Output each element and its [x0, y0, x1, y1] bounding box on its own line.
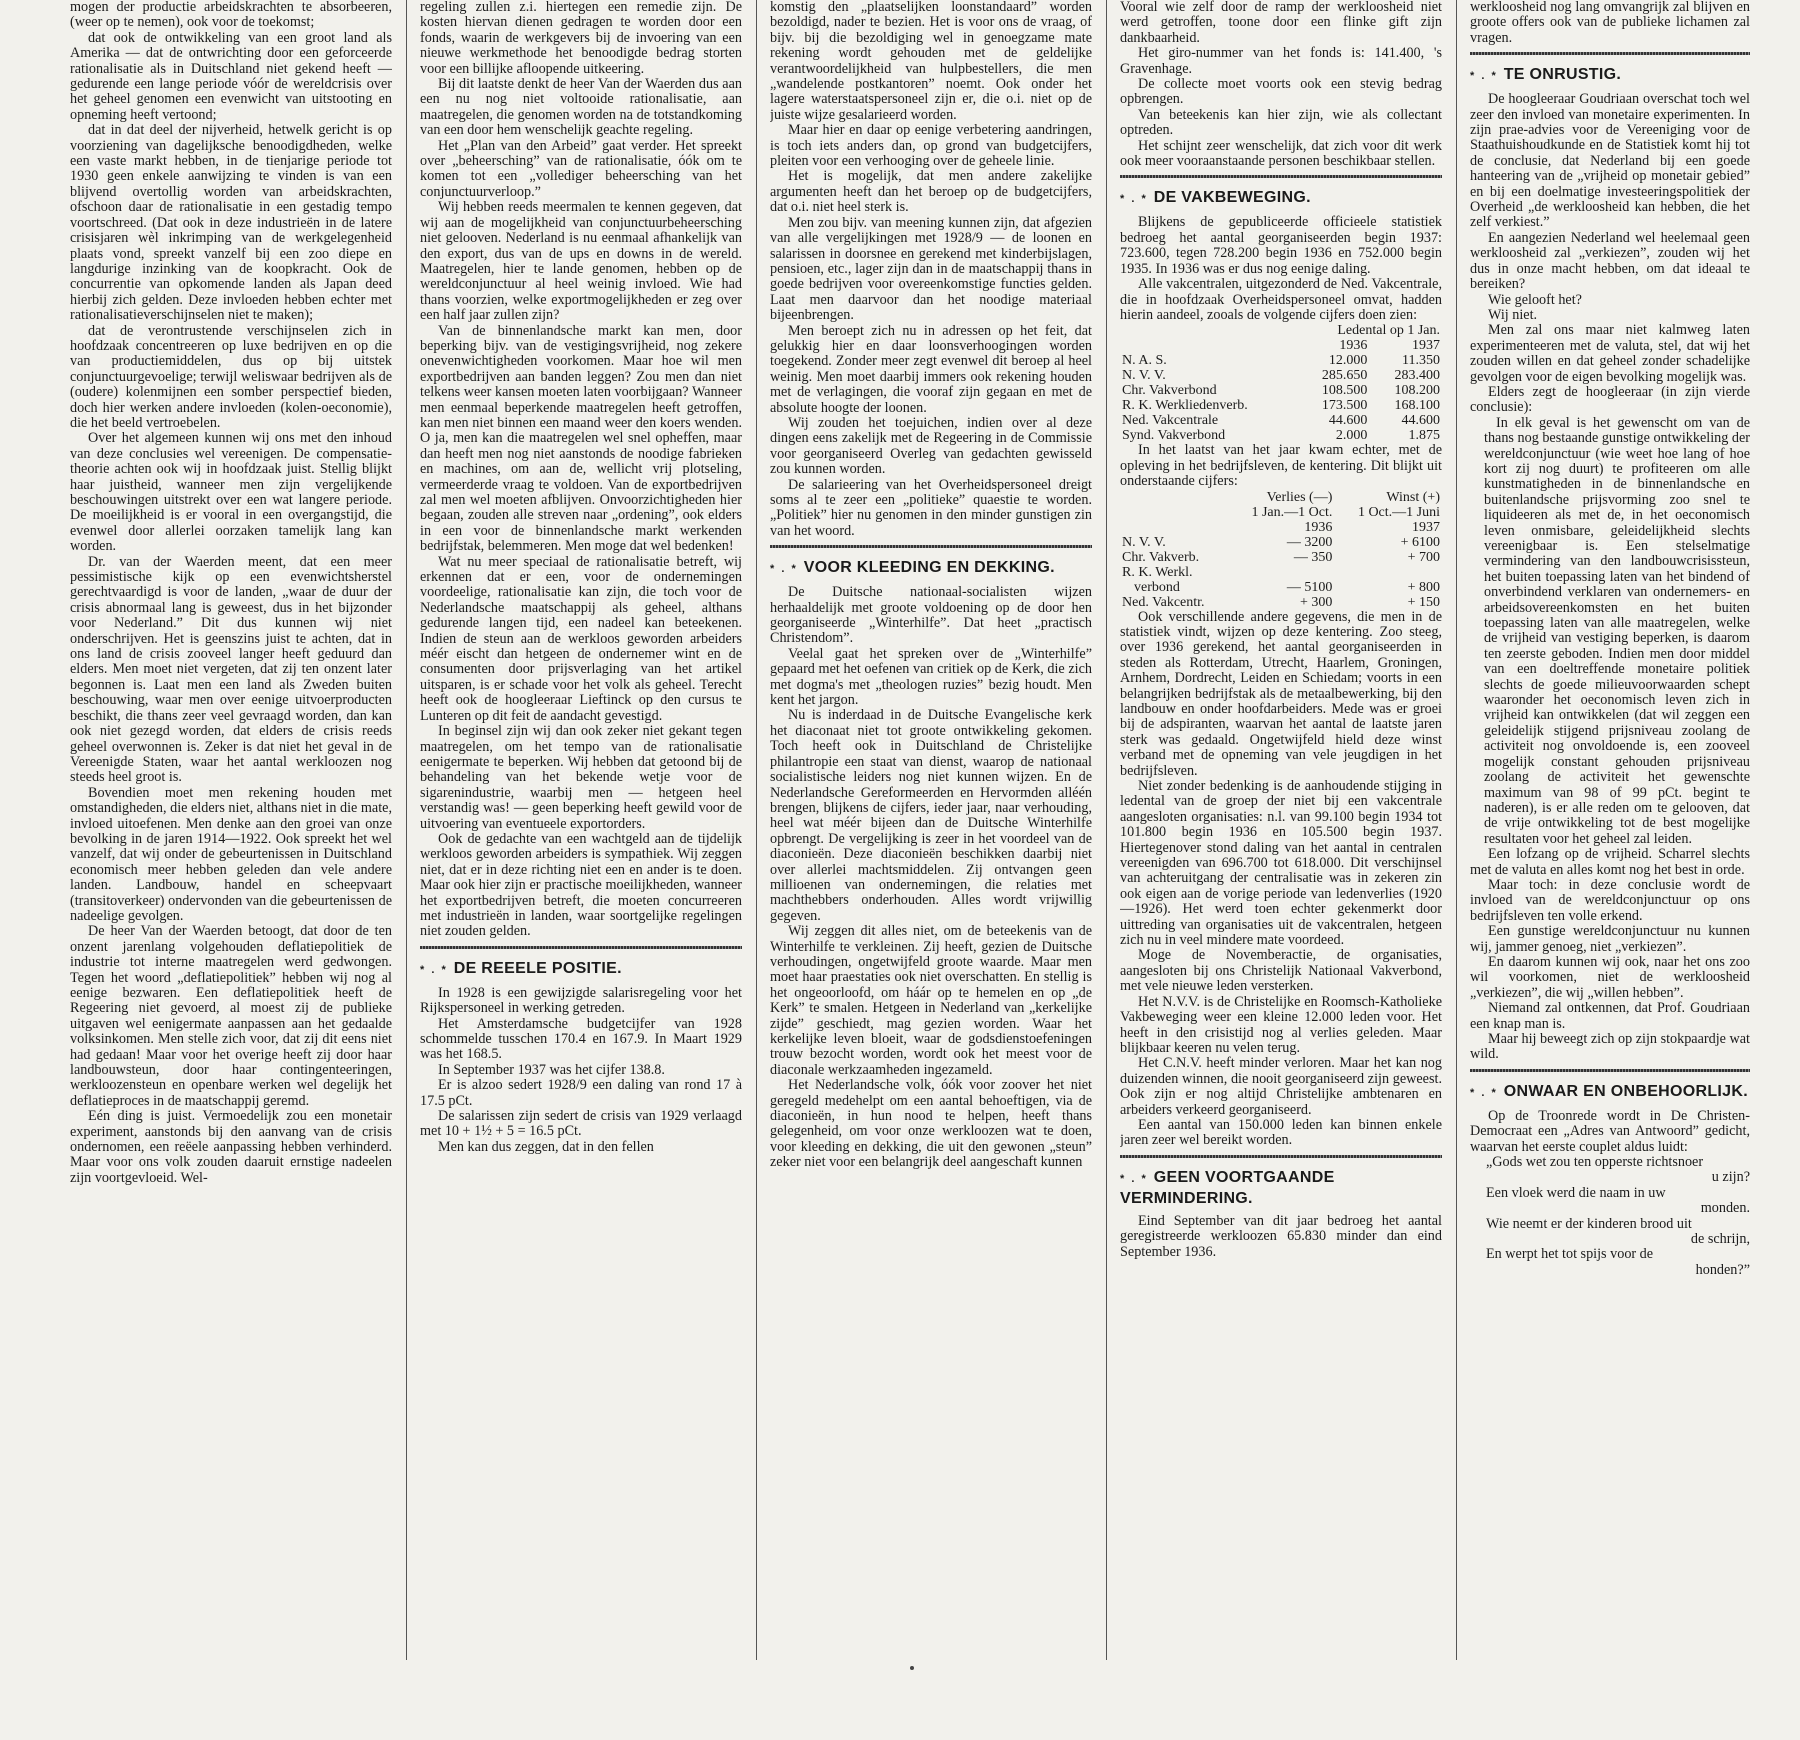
paragraph: Dr. van der Waerden meent, dat een meer pessimistische kijk op een evenwichtsherstel gerechtvaardigd is voor de landen, „waar de duur der crisis abnormaal lang is geweest, dus in het bijzonder voor Nederland.” Dit dus kunnen wij niet onderschrijven. Het is geenszins juist te achten, dat in ons land de crisis zooveel langer heeft geduurd dan elders. Men moet niet vergeten, dat zij ten onzent later begonnen is. Laat men een land als Zweden buiten beschouwing, waar men over eenige uitvoerproducten beschikt, die thans zeer veel gevraagd worden, dan kan ook niet gezegd worden, dat elders de crisis reeds geheel overwonnen is. Zeker is dat niet het geval in de Vereenigde Staten, waar het aantal werkloozen nog steeds heel groot is.: [70, 553, 392, 786]
paragraph: Vooral wie zelf door de ramp der werkloosheid niet werd getroffen, toone door een flinke gift zijn dankbaarheid.: [1120, 0, 1442, 46]
paragraph: Bij dit laatste denkt de heer Van der Waerden dus aan een nu nog niet voltooide rationalisatie, aan maatregelen, die genomen worden na de totstandkoming van een door hem wenschelijk geachte regeling.: [420, 76, 742, 139]
paragraph: Het is mogelijk, dat men andere zakelijke argumenten heeft dan het beroep op de budgetcijfers, dat o.i. niet heel sterk is.: [770, 168, 1092, 216]
table-header: 1 Oct.—1 Juni: [1357, 504, 1440, 520]
paragraph: Het schijnt zeer wenschelijk, dat zich voor dit werk ook meer vooraanstaande personen beschikbaar stellen.: [1120, 137, 1442, 170]
paragraph: In 1928 is een gewijzigde salarisregeling voor het Rijkspersoneel in werking getreden.: [420, 984, 742, 1017]
table-row: [1120, 353, 1442, 368]
section-divider: [420, 946, 742, 949]
table-cell: 12.000: [1328, 353, 1368, 369]
table-cell: 44.600: [1401, 413, 1440, 429]
paragraph: Een aantal van 150.000 leden kan binnen enkele jaren zeer wel bereikt worden.: [1120, 1116, 1442, 1149]
table-row: [1120, 550, 1442, 565]
paragraph: werkloosheid nog lang omvangrijk zal blijven en groote offers ook van de publieke lichamen zal vragen.: [1470, 0, 1750, 46]
section-divider: [770, 545, 1092, 548]
table-row: [1120, 368, 1442, 383]
paragraph: Het N.V.V. is de Christelijke en Roomsch-Katholieke Vakbeweging weer een kleine 12.000 leden voor. Het heeft in den crisistijd nog al verlies geleden. Maar blijkbaar keeren nu velen terug.: [1120, 993, 1442, 1056]
table-cell: verbond: [1134, 579, 1180, 595]
paragraph: De salarissen zijn sedert de crisis van 1929 verlaagd met 10 + 1½ + 5 = 16.5 pCt.: [420, 1108, 742, 1140]
paragraph: dat in dat deel der nijverheid, hetwelk gericht is op voorziening van dagelijksche benoodigdheden, welke een vaste markt hebben, in de tienjarige periode tot 1930 geen enkele aanwijzing te vinden is van een blijvend overtollig worden van arbeidskrachten, ofschoon daar de rationalisatie in een gestadig tempo voortschreed. (Dat ook in deze industrieën in de latere crisisjaren wèl inkrimping van de werkgelegenheid plaats vond, spreekt vanzelf bij een zoo diepe en langdurige inzinking van de koopkracht. Ook de concurrentie van opkomende landen als Japan deed hierbij zich gelden. Deze invloeden hebben echter met rationalisatieverschijnselen niet te maken);: [70, 122, 392, 324]
table-row: [1120, 398, 1442, 413]
table-header: Ledental op 1 Jan.: [1337, 323, 1440, 339]
table-cell: + 700: [1407, 549, 1440, 565]
verse-line: Wie neemt er der kinderen brood uit: [1486, 1215, 1692, 1232]
paragraph: Ook de gedachte van een wachtgeld aan de tijdelijk werkloos geworden arbeiders is sympathiek. Wij zeggen niet, dat er in deze richting niet een en ander is te doen. Maar ook hier zijn er practische moeilijkheden, wanneer het exportbedrijven betreft, die moeten concurreeren met industrieën in landen, waar soortgelijke regelingen niet zouden gelden.: [420, 830, 742, 940]
paragraph: Het Nederlandsche volk, óók voor zoover het niet geregeld medehelpt om een aantal behoeftigen, via de diaconieën, in hun nood te helpen, heeft thans gelegenheid, om voor onze werkloozen wat te doen, voor kleeding en dekking, die uit den gewonen „steun” zeker niet voor een belangrijk deel aangeschaft kunnen: [770, 1077, 1092, 1171]
section-mark: * . *: [420, 963, 448, 976]
table-row: [1120, 383, 1442, 398]
section-heading: [1470, 65, 1750, 86]
column-5: [1470, 0, 1750, 1660]
paragraph: komstig den „plaatselijken loonstandaard” worden bezoldigd, nader te bezien. Het is voor ons de vraag, of bijv. bij die bezoldiging wel in genoegzame mate rekening wordt gehouden met de geldelijke verantwoordelijkheid van hulpbestellers, die men „wandelende postkantoren” noemt. Ook onder het lagere waterstaatspersoneel zijn er, die o.i. niet op de juiste wijze gesalarieerd worden.: [770, 0, 1092, 123]
table-header: 1 Jan.—1 Oct.: [1251, 504, 1333, 520]
paragraph: mogen der productie arbeidskrachten te absorbeeren, (weer op te nemen), ook voor de toekomst;: [70, 0, 392, 31]
table-cell: Ned. Vakcentrale: [1122, 413, 1219, 429]
table-cell: N. V. V.: [1122, 368, 1166, 384]
paragraph: Eind September van dit jaar bedroeg het aantal geregistreerde werkloozen 65.830 minder dan eind September 1936.: [1120, 1212, 1442, 1260]
table-header: 1937: [1412, 519, 1440, 535]
section-heading: [770, 558, 1092, 579]
table-cell: — 5100: [1286, 579, 1333, 595]
table-row: [1120, 565, 1442, 580]
table-cell: Ned. Vakcentr.: [1122, 594, 1205, 610]
paragraph: regeling zullen z.i. hiertegen een remedie zijn. De kosten hiervan dienen gedragen te worden door een fonds, waarin de werkgevers bij de invoering van een nieuwe werkmethode het benoodigde bedrag storten voor een billijke afloopende uitkeering.: [420, 0, 742, 77]
table-cell: 44.600: [1328, 413, 1368, 429]
column-rule: [1106, 0, 1107, 1660]
paragraph: Het „Plan van den Arbeid” gaat verder. Het spreekt over „beheersching” van de rationalisatie, óók om te komen tot een „vollediger beheersching van het conjunctuurverloop.”: [420, 137, 742, 200]
section-title: VOOR KLEEDING EN DEKKING.: [803, 559, 1055, 577]
table-cell: [1334, 565, 1442, 580]
table-cell: 2.000: [1335, 428, 1368, 444]
table-row: [1120, 595, 1442, 610]
paragraph: Op de Troonrede wordt in De Christen-Democraat een „Adres van Antwoord” gedicht, waarvan het eerste couplet aldus luidt:: [1470, 1107, 1750, 1155]
section-mark: * . *: [1120, 193, 1148, 206]
section-title: GEEN VOORTGAANDE VERMINDERING.: [1120, 1168, 1335, 1207]
table-row: [1120, 580, 1442, 595]
paragraph: Van beteekenis kan hier zijn, wie als collectant optreden.: [1120, 106, 1442, 139]
paragraph: In beginsel zijn wij dan ook zeker niet gekant tegen maatregelen, om het tempo van de rationalisatie eenigermate te beperken. Wij hebben dat getoond bij de behandeling van het bekende wetje voor de sigarenindustrie, waarbij men — hetgeen heel verstandig was! — geen beperking heeft gewild voor de uitvoering van eventueele exportorders.: [420, 723, 742, 832]
paragraph: Maar hij beweegt zich op zijn stokpaardje wat wild.: [1470, 1031, 1750, 1063]
column-3: [770, 0, 1092, 1660]
section-divider: [1470, 1069, 1750, 1072]
table-cell: [1228, 565, 1334, 580]
table-row: [1120, 428, 1442, 443]
table-cell: N. A. S.: [1122, 353, 1167, 369]
table-header: Winst (+): [1386, 489, 1440, 505]
paragraph: Men kan dus zeggen, dat in den fellen: [438, 1138, 654, 1155]
column-rule: [1456, 0, 1457, 1660]
paragraph: Maar toch: in deze conclusie wordt de invloed van de wereldconjunctuur op ons bedrijfsleven ten volle erkend.: [1470, 876, 1750, 924]
section-heading: [1120, 1168, 1442, 1208]
paragraph: Wij zeggen dit alles niet, om de beteekenis van de Winterhilfe te verkleinen. Zij heeft, gezien de Duitsche verhoudingen, ongetwijfeld groote waarde. Maar men moet haar praestaties ook niet overschatten. En stellig is het ongeoorloofd, om háár op te hemelen en op „de Kerk” te smalen. Hetgeen in Nederland van „kerkelijke zijde” geschiedt, mag gezien worden. Waar het kerkelijke leven bloeit, waar de godsdienstoefeningen trouw bezocht worden, wordt ook het meest voor de diaconale werkzaamheden ingezameld.: [770, 923, 1092, 1078]
section-heading: [1120, 188, 1442, 209]
section-divider: [1470, 52, 1750, 55]
paragraph: Een gunstige wereldconjunctuur nu kunnen wij, jammer genoeg, niet „verkiezen”.: [1470, 923, 1750, 955]
table-cell: + 300: [1299, 594, 1333, 610]
paragraph: Men beroept zich nu in adressen op het feit, dat gelukkig hier en daar loonsverhoogingen worden toegekend. Zonder meer zegt evenwel dit beroep al heel weinig. Men moet daarbij immers ook rekening houden met de verlagingen, die vooraf zijn gegaan en met de absolute hoogte der loonen.: [770, 322, 1092, 416]
column-rule: [756, 0, 757, 1660]
paragraph: Het giro-nummer van het fonds is: 141.400, 's Gravenhage.: [1120, 45, 1442, 77]
section-title: ONWAAR EN ONBEHOORLIJK.: [1503, 1082, 1748, 1100]
paragraph: De salarieering van het Overheidspersoneel dreigt soms al te zeer een „politieke” quaestie te worden. „Politiek” hier nu genomen in den minder gunstigen zin van het woord.: [770, 476, 1092, 539]
section-mark: * . *: [1470, 70, 1498, 83]
column-4: [1120, 0, 1442, 1660]
section-title: TE ONRUSTIG.: [1503, 66, 1622, 84]
membership-table: [1120, 323, 1442, 443]
table-cell: — 350: [1293, 549, 1333, 565]
paragraph: Het Amsterdamsche budgetcijfer van 1928 schommelde tusschen 170.4 en 167.9. In Maart 1929 was het 168.5.: [420, 1015, 742, 1063]
table-cell: 173.500: [1321, 398, 1368, 414]
paragraph: dat ook de ontwikkeling van een groot land als Amerika — dat de ontwrichting door een geforceerde rationalisatie als in Duitschland niet gekend heeft — gedurende een lange periode vóór de wereldcrisis over het geheel genomen een evenwicht van uitstooting en opneming heeft vertoond;: [70, 29, 392, 123]
verse-line: „Gods wet zou ten opperste richtsnoer: [1486, 1154, 1704, 1171]
quotation: In elk geval is het gewenscht om van de thans nog bestaande gunstige ontwikkeling der wereldconjunctuur (wie weet hoe lang of hoe kort zij nog duurt) te profiteeren om alle kunstmatigheden in de binnenlandsche en buitenlandsche prijsvorming zoo snel te liquideeren als met de, in het oeconomisch leven onmisbare, geleidelijkheid slechts vereenigbaar is. Een stelselmatige vermindering van den landbouwcrisissteun, het buiten toepassing laten van het bindend of onverbindend verklaren van ondernemers- en arbeidsovereenkomsten en het buiten toepassing laten van alle maatregelen, welke de vrijheid van vestiging beperken, is daarom ten zeerste geboden. Indien men door middel van een doeltreffende monetaire politiek slechts de goede milieuvoorwaarden schept waaronder het oeconomisch leven zich in vrijheid kan ontwikkelen (dat wil zeggen een geleidelijk stijgend prijsniveau zoolang de activiteit nog onvoldoende is, een zooveel mogelijk constant gehouden prijsniveau zoolang de activiteit het gewenschte maximum van 98 of 99 pCt. begint te naderen), is er alle reden om te gelooven, dat de vrije ontwikkeling tot de best mogelijke resultaten voor het geheel zal leiden.: [1484, 414, 1750, 847]
paragraph: Eén ding is juist. Vermoedelijk zou een monetair experiment, aanstonds bij den aanvang van de crisis ondernomen, een reëele aanpassing hebben verhinderd. Maar voor ons volk zouden daaruit ernstige nadeelen zijn voortgevloeid. Wel-: [70, 1108, 392, 1186]
table-cell: Chr. Vakverb.: [1122, 549, 1200, 565]
section-title: DE REEELE POSITIE.: [453, 959, 622, 977]
table-cell: 11.350: [1402, 353, 1440, 369]
table-row: [1120, 413, 1442, 428]
table-row: [1120, 535, 1442, 550]
table-cell: — 3200: [1286, 534, 1333, 550]
paragraph: Ook verschillende andere gegevens, die men in de statistiek vindt, wijzen op deze kentering. Zoo steeg, over 1936 gerekend, het aantal georganiseerden in steden als Rotterdam, Utrecht, Haarlem, Groningen, Arnhem, Dordrecht, Leiden en Schiedam; voorts in een belangrijken bedrijfstak als de metaalbewerking, bij den landbouw en onder hoofdarbeiders. Mede was er groei bij de adspiranten, waarvan het aantal de laatste jaren sterk was gedaald. Ongetwijfeld hield deze winst verband met de opneming van vele jeugdigen in het bedrijfsleven.: [1120, 608, 1442, 779]
paragraph: De heer Van der Waerden betoogt, dat door de ten onzent jarenlang volgehouden deflatiepolitiek de industrie tot interne maatregelen werd gedwongen. Tegen het woord „deflatiepolitiek” hebben wij nog al eenige bezwaren. Een deflatiepolitiek heeft de Regeering niet gevoerd, al moest zij de publieke uitgaven wel eenigermate aanpassen aan het gedaalde volksinkomen. Men stelle zich voor, dat zij dit eens niet had gedaan! Maar voor het overige heeft zij door haar landbouwsteun, door haar contingenteeringen, werkloozensteun en openbare werken wel degelijk het deflatieproces in de maatschappij geremd.: [70, 923, 392, 1109]
paragraph: De Duitsche nationaal-socialisten wijzen herhaaldelijk met groote voldoening op de door hen georganiseerde „Winterhilfe”. Dat heet „practisch Christendom”.: [770, 584, 1092, 647]
table-header: 1937: [1412, 338, 1440, 354]
paragraph: Nu is inderdaad in de Duitsche Evangelische kerk het diaconaat niet tot groote ontwikkeling gekomen. Toch heeft ook in Duitschland de Christelijke philantropie een staat van dienst, waarop de nationaal socialistische leiders nog niet kunnen wijzen. En de Nederlandsche Gereformeerden en Hervormden alléén brengen, blijkens de cijfers, ieder jaar, naar verhouding, heel wat méér bijeen dan de Duitsche Winterhilfe opbrengt. De vergelijking is zeer in het voordeel van de diaconieën. Deze diaconieën beschikken daarbij niet over allerlei machtsmiddelen. Zij ontvangen geen millioenen van ondernemingen, die relaties met machthebbers onderhouden. Alles wordt vrijwillig gegeven.: [770, 707, 1092, 924]
section-divider: [1120, 175, 1442, 178]
paragraph: Er is alzoo sedert 1928/9 een daling van rond 17 à 17.5 pCt.: [420, 1077, 742, 1109]
table-cell: 285.650: [1321, 368, 1368, 384]
section-mark: * . *: [770, 563, 798, 576]
table-cell: Chr. Vakverbond: [1122, 383, 1217, 399]
verse-line: u zijn?: [1711, 1169, 1750, 1186]
paragraph: De hoogleeraar Goudriaan overschat toch wel zeer den invloed van monetaire experimenten. In zijn prae-advies voor de Vereeniging voor de Staathuishoudkunde en de Statistiek komt hij tot de conclusie, dat Nederland bij een goede hanteering van de „vrijheid op monetair gebied” en bij een doelmatige investeeringspolitiek der Overheid „de werkloosheid kan hebben, die het zelf verkiest.”: [1470, 91, 1750, 231]
paragraph: Veelal gaat het spreken over de „Winterhilfe” gepaard met het oefenen van critiek op de Kerk, die zich met dogma's met „theologen ruzies” bezig houdt. Men kent het jargon.: [770, 645, 1092, 709]
paragraph: Niet zonder bedenking is de aanhoudende stijging in ledental van de groep der niet bij een vakcentrale aangesloten organisaties: n.l. van 99.100 begin 1934 tot 101.800 begin 1936 en 105.500 begin 1937. Hiertegenover stond daling van het aantal in centralen vereenigden van 696.700 tot 618.000. Dit verschijnsel van achteruitgang der centralisatie was in zekeren zin ook eigen aan de vorige periode van ledenverlies (1920—1926). Het werd toen echter gekenmerkt door uittreding van organisaties uit de vakcentralen, hetgeen zich nu in veel mindere mate voordeed.: [1120, 778, 1442, 949]
paragraph: Over het algemeen kunnen wij ons met den inhoud van deze conclusies wel vereenigen. De compensatie-theorie achten ook wij in hoofdzaak juist. Stellig blijkt haar juistheid, wanneer men zijn vergelijkende beschouwingen uitstrekt over een wat langere periode. De moeilijkheid is er vooral in een overgangstijd, die evenwel door allerlei oorzaken tamelijk lang kan worden.: [70, 430, 392, 555]
paragraph: De collecte moet voorts ook een stevig bedrag opbrengen.: [1120, 76, 1442, 108]
table-cell: Synd. Vakverbond: [1122, 428, 1226, 444]
table-header: Verlies (—): [1266, 489, 1333, 505]
verse-line: Een vloek werd die naam in uw: [1486, 1184, 1666, 1201]
paragraph: Wij niet.: [1488, 306, 1538, 323]
paragraph: Elders zegt de hoogleeraar (in zijn vierde conclusie):: [1470, 383, 1750, 416]
table-header: 1936: [1304, 519, 1333, 535]
paragraph: Het C.N.V. heeft minder verloren. Maar het kan nog duizenden winnen, die nooit georganiseerd zijn geweest. Ook zijn er nog altijd Christelijke ambtenaren en arbeiders verkeerd georganiseerd.: [1120, 1055, 1442, 1118]
section-mark: * . *: [1470, 1086, 1498, 1099]
column-1: [70, 0, 392, 1660]
paragraph: Van de binnenlandsche markt kan men, door beperking bijv. van de vestigingsvrijheid, nog zekere onevenwichtigheden voorkomen. Maar hoe wil men exportbedrijven aan banden leggen? Zou men dan niet telkens weer kansen moeten laten voorbijgaan? Wanneer men eenmaal beperkende maatregelen heeft getroffen, kan men niet binnen een maand weer den koers wenden. O ja, men kan die maatregelen wel snel opheffen, maar dan heeft men nog niet aanstonds de noodige fabrieken en machines, om aan de, wellicht vrij plotseling, vermeerderde vraag te voldoen. Van de exportbedrijven zal men wel moeten afblijven. Onvoorzichtigheden hier begaan, zouden alle streven naar „ordening”, ook elders in een voor de binnenlandsche markt werkenden bedrijfstak, belemmeren. Men moge dat wel bedenken!: [420, 322, 742, 555]
paragraph: Alle vakcentralen, uitgezonderd de Ned. Vakcentrale, die in hoofdzaak Overheidspersoneel omvat, hadden hierin aandeel, zooals de volgende cijfers doen zien:: [1120, 276, 1442, 323]
section-title: DE VAKBEWEGING.: [1153, 189, 1311, 207]
table-cell: + 800: [1407, 579, 1440, 595]
paragraph: Wij zouden het toejuichen, indien over al deze dingen eens zakelijk met de Regeering in de Commissie voor georganiseerd Overleg van gedachten gewisseld zou kunnen worden.: [770, 414, 1092, 478]
table-cell: N. V. V.: [1122, 534, 1166, 550]
section-heading: [420, 959, 742, 980]
paragraph: dat de verontrustende verschijnselen zich in hoofdzaak concentreeren op luxe bedrijven en op die van productiemiddelen, dus op bij uitstek conjunctuurgevoelige; terwijl weliswaar bedrijven als de (oudere) kolenmijnen een somber perspectief bieden, doch hier werken andere invloeden (kolen-oeconomie), die het beeld vertroebelen.: [70, 322, 392, 431]
table-cell: 283.400: [1394, 368, 1440, 384]
table-cell: 108.500: [1321, 383, 1368, 399]
table-cell: 1.875: [1408, 428, 1440, 444]
column-rule: [406, 0, 407, 1660]
table-cell: 108.200: [1394, 383, 1440, 399]
paragraph: Men zou bijv. van meening kunnen zijn, dat afgezien van alle vergelijkingen met 1928/9 — de loonen en salarissen in doorsnee en gerekend met kinderbijslagen, pensioen, etc., lager zijn dan in de maatschappij thans in goede bedrijven voor overeenkomstige functies gelden. Laat men daarvoor dan het noodige materiaal bijeenbrengen.: [770, 214, 1092, 324]
table-cell: R. K. Werkliedenverb.: [1122, 398, 1248, 414]
paragraph: Blijkens de gepubliceerde officieele statistiek bedroeg het aantal georganiseerden begin 1937: 723.600, tegen 728.200 begin 1936 en 752.000 begin 1935. In 1936 was er dus nog eenige daling.: [1120, 214, 1442, 277]
table-cell: 168.100: [1394, 398, 1440, 414]
table-cell: + 6100: [1400, 534, 1440, 550]
paragraph: In het laatst van het jaar kwam echter, met de opleving in het bedrijfsleven, de kentering. Dit blijkt uit onderstaande cijfers:: [1120, 442, 1442, 490]
column-2: [420, 0, 742, 1660]
paragraph: Niemand zal ontkennen, dat Prof. Goudriaan een knap man is.: [1470, 1000, 1750, 1032]
paragraph: Maar hier en daar op eenige verbetering aandringen, is toch iets anders dan, op grond van budgetcijfers, pleiten voor een verhooging over de geheele linie.: [770, 122, 1092, 170]
change-table: [1120, 490, 1442, 610]
paragraph: En aangezien Nederland wel heelemaal geen werkloosheid zal „verkiezen”, zouden wij het dus in onze macht hebben, om dat ideaal te bereiken?: [1470, 229, 1750, 293]
paragraph: Wie gelooft het?: [1488, 291, 1582, 308]
paragraph: Moge de Novemberactie, de organisaties, aangesloten bij ons Christelijk Nationaal Vakverbond, met vele nieuwe leden versterken.: [1120, 947, 1442, 995]
table-cell: + 150: [1407, 594, 1440, 610]
section-mark: * . *: [1120, 1172, 1148, 1185]
paragraph: Wat nu meer speciaal de rationalisatie betreft, wij erkennen dat er een, voor de ondernemingen voordeelige, rationalisatie kan zijn, die toch voor de Nederlandsche maatschappij als geheel, althans gedurende langen tijd, een nadeel kan beteekenen. Indien de steun aan de werkloos geworden arbeiders méér eischt dan hetgeen de ondernemer wint en de consumenten door prijsverlaging van het artikel uitsparen, is er schade voor het volk als geheel. Terecht heeft ook de hoogleeraar Lieftinck op den cursus te Lunteren op dit feit de aandacht gevestigd.: [420, 553, 742, 724]
paragraph: In September 1937 was het cijfer 138.8.: [438, 1061, 665, 1078]
section-heading: [1470, 1082, 1750, 1103]
paragraph: Men zal ons maar niet kalmweg laten experimenteeren met de valuta, stel, dat wij het zouden willen en dat geheel zonder schadelijke gevolgen voor de eigen bevolking mogelijk was.: [1470, 322, 1750, 385]
verse-line: En werpt het tot spijs voor de: [1486, 1246, 1654, 1263]
paragraph: Een lofzang op de vrijheid. Scharrel slechts met de valuta en alles komt nog het best in orde.: [1470, 846, 1750, 878]
paragraph: Wij hebben reeds meermalen te kennen gegeven, dat wij aan de mogelijkheid van conjunctuurbeheersching niet gelooven. Nederland is nu eenmaal afhankelijk van den export, dus van de ups en downs in de wereld. Maatregelen, hier te lande genomen, hebben op de wereldconjunctuur al heel weinig invloed. Wie had thans voorzien, welke exportmogelijkheden er zeg over een half jaar zullen zijn?: [420, 199, 742, 324]
newspaper-page: [70, 0, 1750, 1660]
paragraph: Bovendien moet men rekening houden met omstandigheden, die elders niet, althans niet in die mate, invloed uitoefenen. Men denke aan den groei van onze bevolking in de jaren 1914—1922. Ook spreekt het wel vanzelf, dat wij onder de gebeurtenissen in Duitschland economisch meer hebben geleden dan vele andere landen. Landbouw, handel en scheepvaart (transitoverkeer) ondervonden van die gebeurtenissen de nadeelige gevolgen.: [70, 784, 392, 924]
table-cell: R. K. Werkl.: [1122, 564, 1193, 580]
verse-line: monden.: [1700, 1200, 1750, 1217]
paragraph: En daarom kunnen wij ook, naar het ons zoo wil voorkomen, niet de werkloosheid „verkiezen”, die wij „willen hebben”.: [1470, 953, 1750, 1001]
verse-line: de schrijn,: [1690, 1231, 1750, 1248]
verse-line: honden?”: [1695, 1261, 1750, 1278]
section-divider: [1120, 1155, 1442, 1158]
page-mark: [910, 1666, 914, 1670]
table-header: 1936: [1339, 338, 1368, 354]
